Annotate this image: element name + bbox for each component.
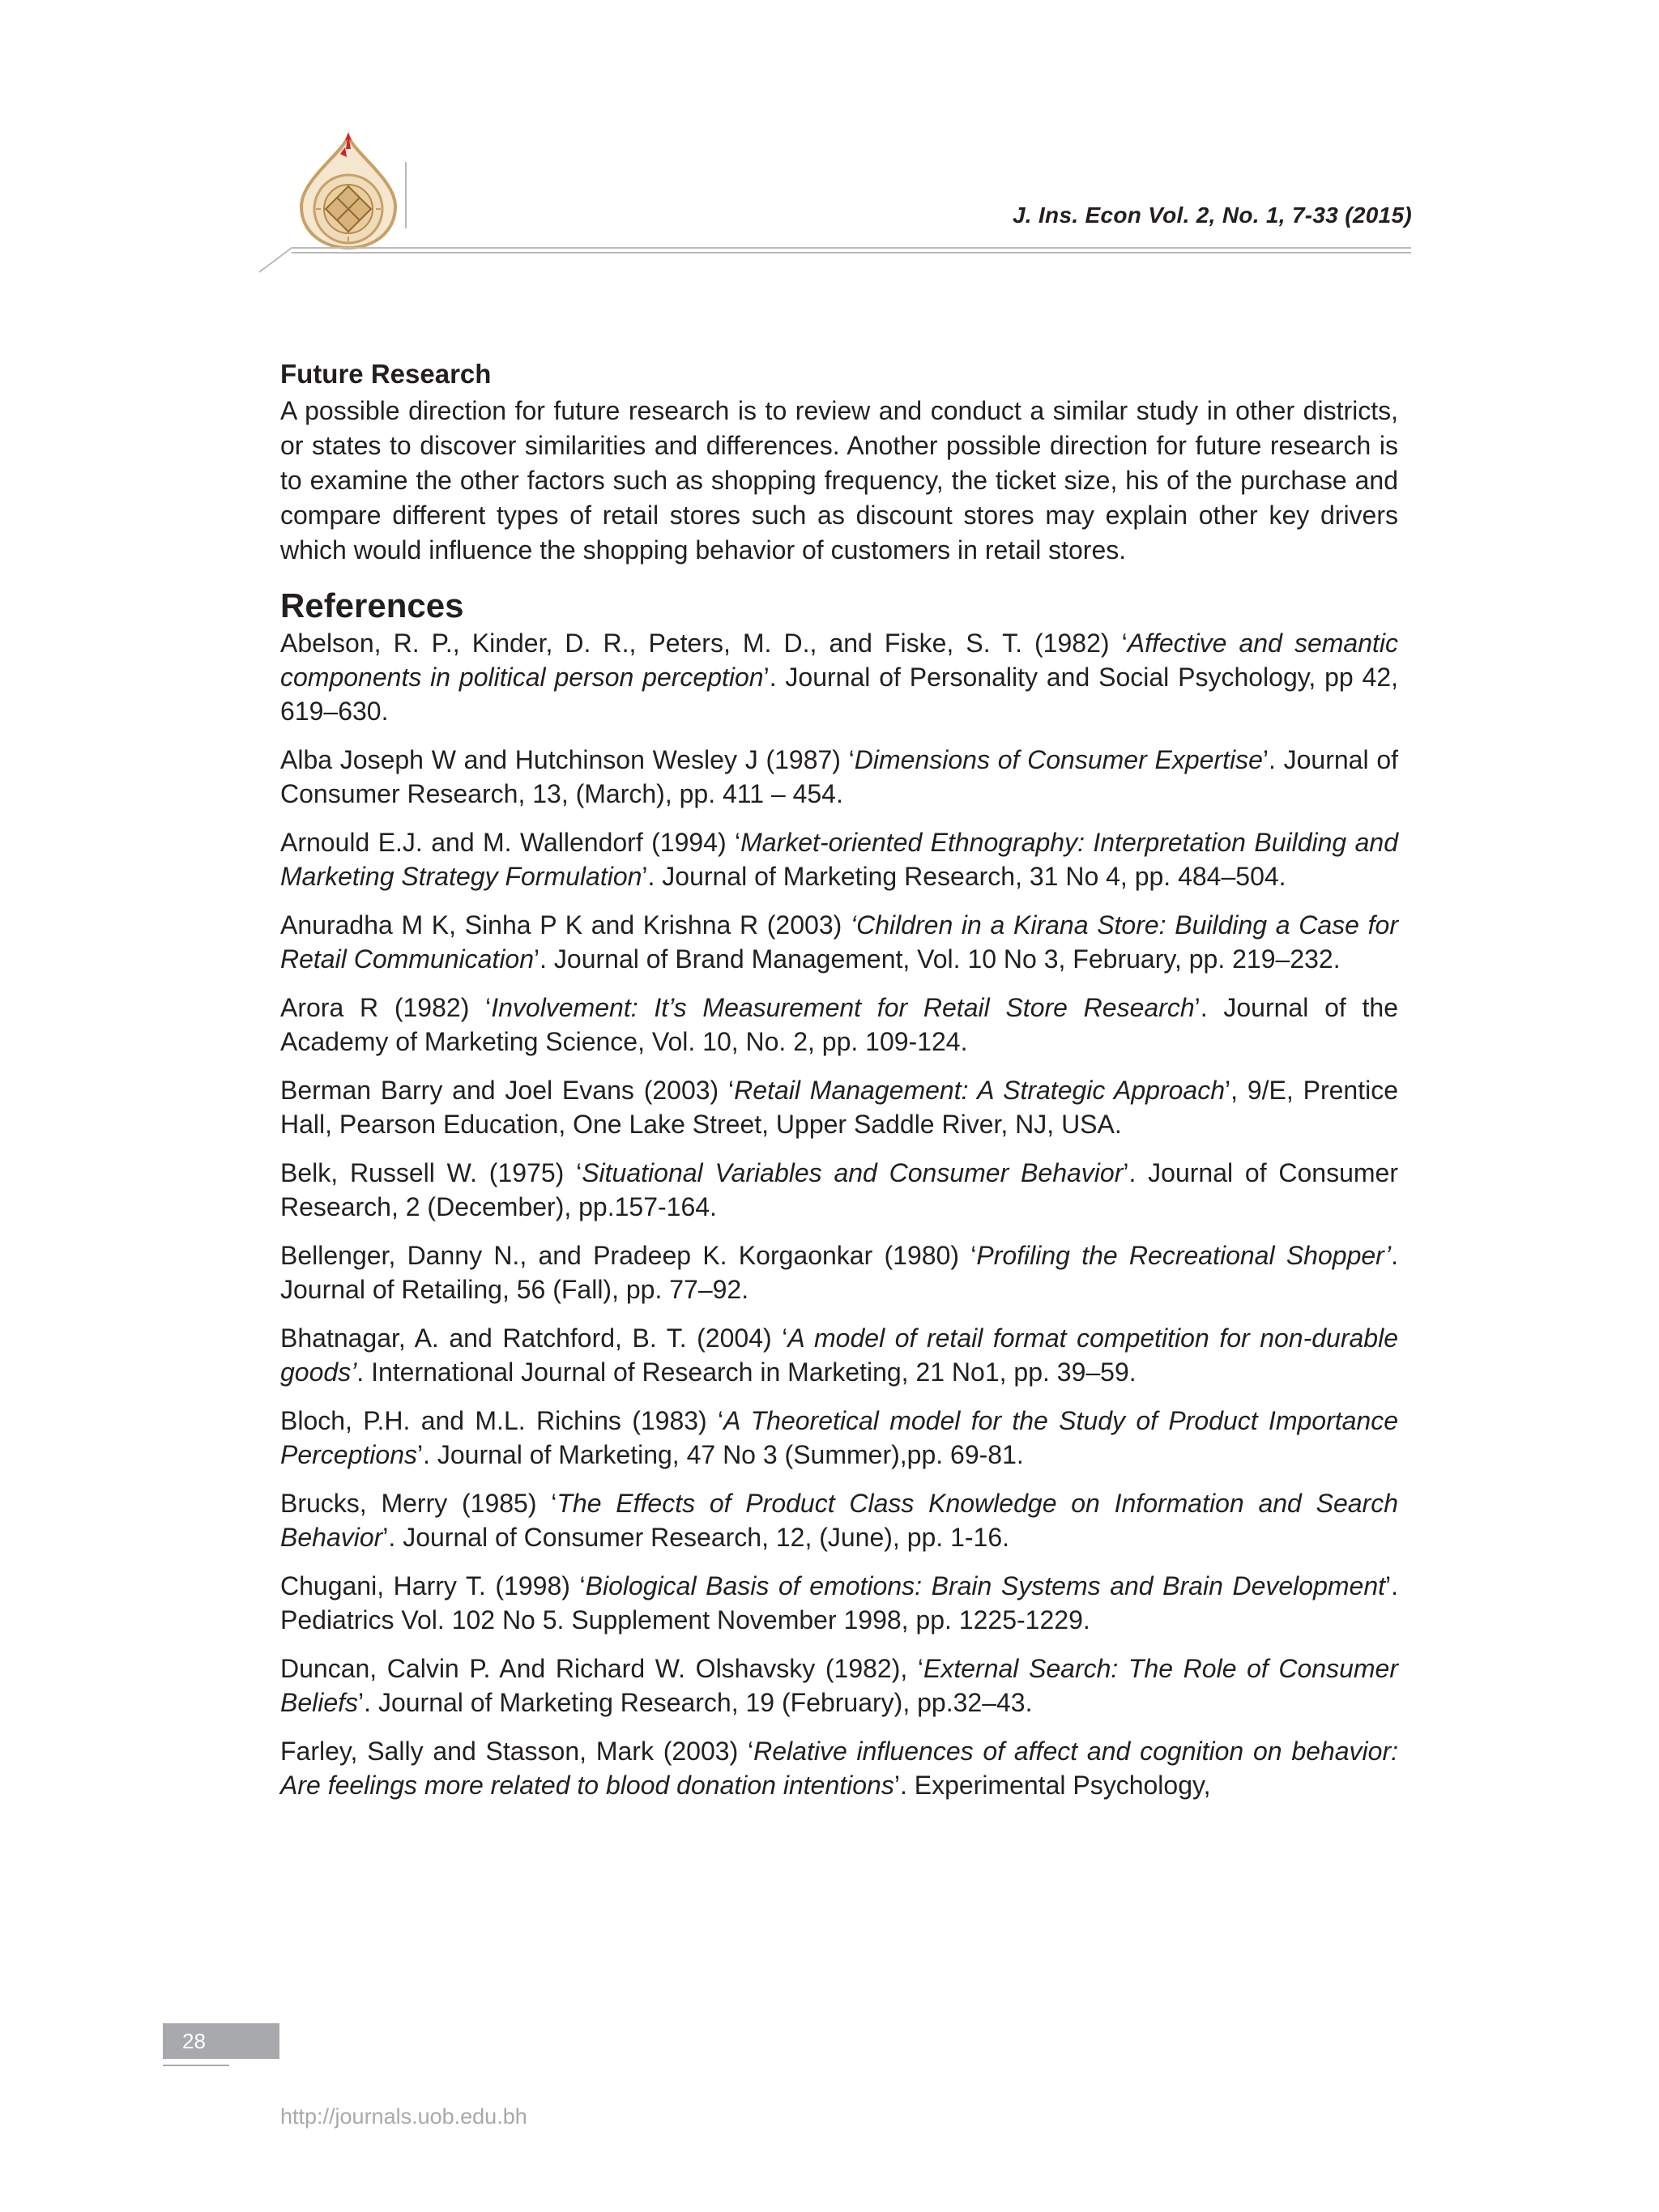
reference-authors: Alba Joseph W and Hutchinson Wesley J (1987) ‘ (280, 745, 855, 774)
future-research-paragraph: A possible direction for future research is to review and conduct a similar study in other districts, or states to discover similarities and differences. Another possible direction for future research is to examine the other factors such as shopping frequency, the ticket size, his of the purchase and compare different types of retail stores such as discount stores may explain other key drivers which would influence the shopping behavior of customers in retail stores. (280, 396, 1398, 565)
reference-authors: Belk, Russell W. (1975) ‘ (280, 1158, 582, 1187)
reference-authors: Farley, Sally and Stasson, Mark (2003) ‘ (280, 1737, 754, 1766)
reference-authors: Anuradha M K, Sinha P K and Krishna R (2003) (280, 910, 851, 940)
reference-authors: Berman Barry and Joel Evans (2003) ‘ (280, 1076, 735, 1105)
page-number: 28 (182, 2029, 206, 2053)
reference-source: ’. Journal of Personality and Social Psychology, pp 42, 619–630. (280, 663, 1399, 726)
reference-source: ’. Journal of Marketing, 47 No 3 (Summer),pp. 69-81. (416, 1440, 1024, 1469)
reference-authors: Arora R (1982) ‘ (280, 993, 492, 1022)
reference-item (280, 743, 1398, 811)
article-content (280, 356, 1398, 1817)
reference-title: A Theoretical model for the Study of Product Importance Perceptions (280, 1406, 1398, 1469)
reference-authors: Arnould E.J. and M. Wallendorf (1994) ‘ (280, 828, 741, 857)
page-header (0, 0, 1659, 275)
reference-source: ’. Journal of the Academy of Marketing Science, Vol. 10, No. 2, pp. 109-124. (280, 993, 1399, 1056)
journal-reference: J. Ins. Econ Vol. 2, No. 1, 7-33 (2015) (1012, 202, 1412, 228)
reference-item (280, 1156, 1398, 1224)
reference-item (280, 626, 1398, 728)
references-heading: References (280, 586, 464, 624)
page-number-badge (163, 2023, 279, 2059)
reference-item (280, 1734, 1398, 1802)
reference-item (280, 1569, 1398, 1637)
reference-source: ’. Journal of Consumer Research, 12, (June), pp. 1-16. (382, 1523, 1010, 1552)
reference-title: Relative influences of affect and cognition on behavior: Are feelings more related to blood donation intentions (280, 1737, 1399, 1800)
reference-item (280, 1073, 1398, 1141)
reference-authors: Chugani, Harry T. (1998) ‘ (280, 1571, 586, 1600)
reference-authors: Abelson, R. P., Kinder, D. R., Peters, M. D., and Fiske, S. T. (1982) ‘ (280, 629, 1128, 658)
reference-title: Market-oriented Ethnography: Interpretation Building and Marketing Strategy Formulation (280, 828, 1399, 891)
reference-item (280, 1404, 1398, 1472)
reference-source: ’. Journal of Marketing Research, 31 No 4, pp. 484–504. (642, 862, 1286, 891)
reference-authors: Bellenger, Danny N., and Pradeep K. Korgaonkar (1980) ‘ (280, 1241, 977, 1270)
reference-title: External Search: The Role of Consumer Beliefs (280, 1654, 1399, 1717)
reference-item (280, 991, 1398, 1059)
reference-item (280, 825, 1398, 893)
reference-item (280, 1321, 1398, 1389)
reference-title: Involvement: It’s Measurement for Retail Store Research (491, 993, 1195, 1022)
reference-authors: Duncan, Calvin P. And Richard W. Olshavsky (1982), ‘ (280, 1654, 924, 1683)
reference-authors: Bloch, P.H. and M.L. Richins (1983) ‘ (280, 1406, 724, 1435)
reference-title: A model of retail format competition for non-durable goods’ (280, 1323, 1399, 1387)
reference-title: Dimensions of Consumer Expertise (854, 745, 1263, 774)
reference-title: Situational Variables and Consumer Behavior (582, 1158, 1124, 1187)
reference-item (280, 1238, 1398, 1306)
reference-item (280, 1652, 1398, 1720)
reference-item (280, 908, 1398, 976)
reference-title: The Effects of Product Class Knowledge on Information and Search Behavior (280, 1489, 1399, 1552)
reference-source: . International Journal of Research in Marketing, 21 No1, pp. 39–59. (356, 1357, 1137, 1387)
reference-source: ’. Journal of Consumer Research, 2 (December), pp.157-164. (280, 1158, 1399, 1221)
reference-title: Biological Basis of emotions: Brain Systems and Brain Development (585, 1571, 1386, 1600)
reference-title: Retail Management: A Strategic Approach (734, 1076, 1226, 1105)
footer-url: http://journals.uob.edu.bh (280, 2104, 527, 2129)
reference-source: ’, 9/E, Prentice Hall, Pearson Education, One Lake Street, Upper Saddle River, NJ, USA. (280, 1076, 1399, 1139)
header-rule (0, 0, 1659, 275)
reference-source: ’. Journal of Brand Management, Vol. 10 No 3, February, pp. 219–232. (534, 944, 1341, 974)
reference-title: Profiling the Recreational Shopper’ (976, 1241, 1392, 1270)
references-list (280, 626, 1398, 1802)
reference-authors: Brucks, Merry (1985) ‘ (280, 1489, 557, 1518)
future-research-heading: Future Research (280, 359, 492, 389)
reference-source: ’. Journal of Marketing Research, 19 (February), pp.32–43. (358, 1688, 1033, 1717)
reference-source: ’. Journal of Consumer Research, 13, (March), pp. 411 – 454. (280, 745, 1399, 808)
footer-rule (163, 2065, 229, 2066)
reference-title: Affective and semantic components in political person perception (280, 629, 1399, 692)
reference-source: . Journal of Retailing, 56 (Fall), pp. 77–92. (280, 1241, 1399, 1304)
reference-source: ’. Pediatrics Vol. 102 No 5. Supplement November 1998, pp. 1225-1229. (280, 1571, 1399, 1634)
reference-authors: Bhatnagar, A. and Ratchford, B. T. (2004) ‘ (280, 1323, 788, 1353)
reference-source: ’. Experimental Psychology, (893, 1771, 1211, 1800)
reference-item (280, 1486, 1398, 1554)
reference-title: ‘Children in a Kirana Store: Building a Case for Retail Communication (280, 910, 1399, 974)
